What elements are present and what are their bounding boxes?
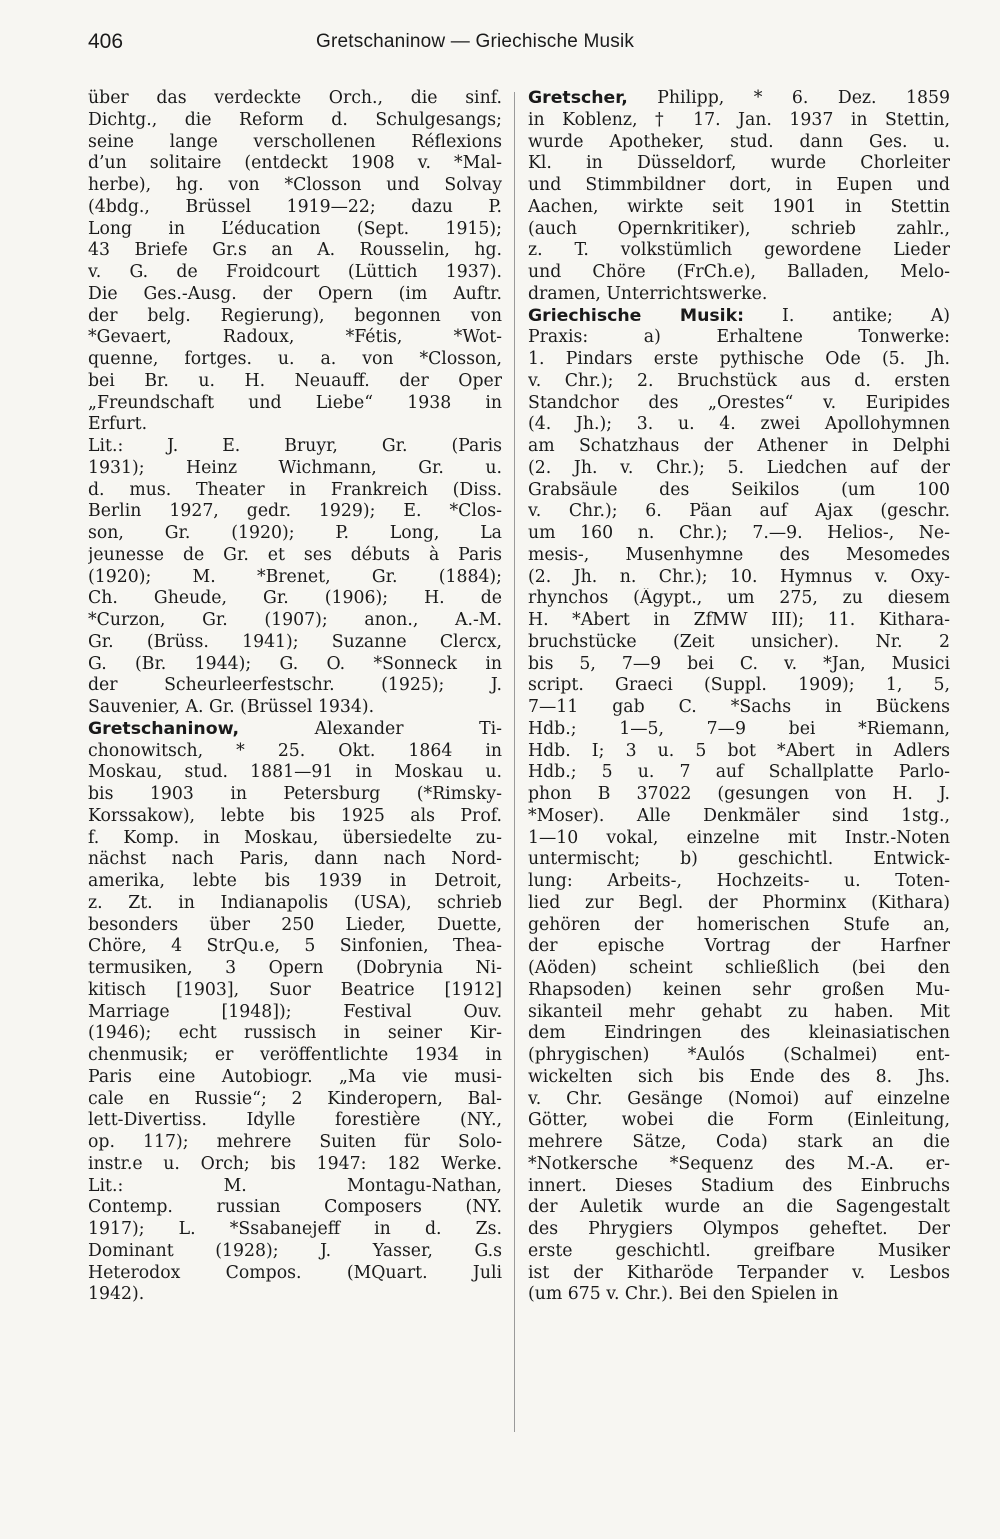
right-column-line: (Aöden) scheint schließlich (bei den <box>528 958 950 978</box>
left-column-line: 1917); L. *Ssabanejeff in d. Zs. <box>88 1219 502 1239</box>
right-column-line: v. Chr. Gesänge (Nomoi) auf einzelne <box>528 1088 950 1109</box>
left-column-line: 43 Briefe Gr.s an A. Rousselin, hg. <box>88 240 502 261</box>
right-column-line: (2. Jh. v. Chr.); 5. Liedchen auf der <box>528 457 950 478</box>
right-column-line: und Stimmbildner dort, in Eupen und <box>528 175 950 195</box>
right-column-line: mesis-, Musenhymne des Mesomedes <box>528 544 950 565</box>
left-column-line: besonders über 250 Lieder, Duette, <box>88 914 502 935</box>
left-column-line: amerika, lebte bis 1939 in Detroit, <box>88 871 502 891</box>
right-column-line: um 160 n. Chr.); 7.—9. Helios-, Ne- <box>528 523 950 543</box>
right-column-line: mehrere Sätze, Coda) stark an die <box>528 1132 950 1152</box>
right-column <box>528 88 950 1306</box>
left-column-line: Long in L’éducation (Sept. 1915); <box>88 218 502 239</box>
left-column-line: termusiken, 3 Opern (Dobrynia Ni- <box>88 958 502 978</box>
right-column-line: *Moser). Alle Denkmäler sind 1stg., <box>528 805 950 826</box>
left-column-line: Lit.: M. Montagu-Nathan, <box>88 1175 502 1196</box>
right-column-line: Praxis: a) Erhaltene Tonwerke: <box>528 327 950 348</box>
left-column-line: d. mus. Theater in Frankreich (Diss. <box>88 479 502 500</box>
left-column-line: Erfurt. <box>88 414 148 435</box>
left-column-line: der Scheurleerfestschr. (1925); J. <box>88 675 502 696</box>
left-column-line: Dominant (1928); J. Yasser, G.s <box>88 1240 502 1261</box>
right-column-line: in Koblenz, † 17. Jan. 1937 in Stettin, <box>528 109 950 130</box>
left-column-line: Marriage [1948]); Festival Ouv. <box>88 1001 502 1022</box>
left-column-line: über das verdeckte Orch., die sinf. <box>88 88 502 108</box>
left-column-line: z. Zt. in Indianapolis (USA), schrieb <box>88 892 502 913</box>
left-column-line: (1920); M. *Brenet, Gr. (1884); <box>88 566 502 587</box>
left-column-line: bis 1903 in Petersburg (*Rimsky- <box>88 784 502 804</box>
right-column-line: v. Chr.); 2. Bruchstück aus d. ersten <box>528 370 950 391</box>
right-column-line: H. *Abert in ZfMW III); 11. Kithara- <box>528 610 950 630</box>
left-column-line: Lit.: J. E. Bruyr, Gr. (Paris <box>88 436 502 456</box>
right-column-line: innert. Dieses Stadium des Einbruchs <box>528 1175 950 1196</box>
left-column-line: son, Gr. (1920); P. Long, La <box>88 523 502 543</box>
right-column-line: v. Chr.); 6. Päan auf Ajax (geschr. <box>528 501 950 522</box>
left-column-line: op. 117); mehrere Suiten für Solo- <box>88 1132 502 1152</box>
entry-headword: Griechische Musik: <box>528 305 745 326</box>
left-column-line: G. (Br. 1944); G. O. *Sonneck in <box>88 653 502 674</box>
right-column-line: Grabsäule des Seikilos (um 100 <box>528 479 950 500</box>
left-column-line: Gr. (Brüss. 1941); Suzanne Clercx, <box>88 631 502 652</box>
left-column-line: 1942). <box>88 1284 145 1305</box>
left-column-line: (1946); echt russisch in seiner Kir- <box>88 1023 502 1044</box>
right-column-line: script. Graeci (Suppl. 1909); 1, 5, <box>528 675 950 696</box>
left-column-line: chonowitsch, * 25. Okt. 1864 in <box>88 740 502 761</box>
entry-headword: Gretscher, <box>528 88 628 108</box>
left-column-line: Korssakow), lebte bis 1925 als Prof. <box>88 805 502 826</box>
right-column-line: Rhapsoden) keinen sehr großen Mu- <box>528 979 950 1000</box>
right-column-line: dem Eindringen des kleinasiatischen <box>528 1023 950 1044</box>
running-title: Gretschaninow — Griechische Musik <box>316 31 635 52</box>
left-column-line: lett-Divertiss. Idylle forestière (NY., <box>88 1110 502 1131</box>
right-column-line: Hdb. I; 3 u. 5 bot *Abert in Adlers <box>528 740 950 761</box>
right-column-line: (phrygischen) *Aulós (Schalmei) ent- <box>528 1045 950 1065</box>
right-column-line: lied zur Begl. der Phorminx (Kithara) <box>528 892 950 913</box>
left-column-line: instr.e u. Orch; bis 1947: 182 Werke. <box>88 1153 502 1174</box>
left-column-line: seine lange verschollenen Réflexions <box>88 131 502 152</box>
right-column-line: wurde Apotheker, stud. dann Ges. u. <box>528 131 950 152</box>
left-column-line: Berlin 1927, gedr. 1929); E. *Clos- <box>88 501 502 522</box>
right-column-line: Standchor des „Orestes“ v. Euripides <box>528 392 950 413</box>
left-column-line: cale en Russie“; 2 Kinderopern, Bal- <box>88 1088 502 1109</box>
left-column-line: Ch. Gheude, Gr. (1906); H. de <box>88 588 502 609</box>
right-column-line: dramen, Unterrichtswerke. <box>528 283 768 304</box>
right-column-line: bruchstücke (Zeit unsicher). Nr. 2 <box>528 631 950 652</box>
right-column-line: sikanteil mehr gehabt zu haben. Mit <box>528 1001 950 1022</box>
right-column-line: am Schatzhaus der Athener in Delphi <box>528 436 950 456</box>
right-column-line: Hdb.; 5 u. 7 auf Schallplatte Parlo- <box>528 762 950 783</box>
right-column-line: phon B 37022 (gesungen von H. J. <box>528 784 950 804</box>
left-column-line: *Gevaert, Radoux, *Fétis, *Wot- <box>88 327 502 348</box>
right-column-line: lung: Arbeits-, Hochzeits- u. Toten- <box>528 871 950 891</box>
right-column-line: (2. Jh. n. Chr.); 10. Hymnus v. Oxy- <box>528 566 950 587</box>
right-column-line: ist der Kitharöde Terpander v. Lesbos <box>528 1262 950 1283</box>
right-column-line: 1. Pindars erste pythische Ode (5. Jh. <box>528 349 950 369</box>
right-column-line: erste geschichtl. greifbare Musiker <box>528 1240 950 1261</box>
left-column-line: jeunesse de Gr. et ses débuts à Paris <box>88 544 502 565</box>
right-column-line: der epische Vortrag der Harfner <box>528 936 950 957</box>
right-column-line: Aachen, wirkte seit 1901 in Stettin <box>528 196 950 217</box>
right-column-line: Kl. in Düsseldorf, wurde Chorleiter <box>528 153 950 174</box>
right-column-line: des Phrygiers Olympos geheftet. Der <box>528 1219 950 1239</box>
right-column-line: Gretscher, Philipp, * 6. Dez. 1859 <box>528 88 950 108</box>
left-column <box>88 88 502 1306</box>
right-column-line: Hdb.; 1—5, 7—9 bei *Riemann, <box>528 718 950 739</box>
left-column-line: (4bdg., Brüssel 1919—22; dazu P. <box>88 196 502 217</box>
right-column-line: Götter, wobei die Form (Einleitung, <box>528 1110 950 1131</box>
left-column-line: chenmusik; er veröffentlichte 1934 in <box>88 1045 502 1065</box>
right-column-line: 1—10 vokal, einzelne mit Instr.-Noten <box>528 827 950 848</box>
right-column-line: (4. Jh.); 3. u. 4. zwei Apollohymnen <box>528 414 950 435</box>
left-column-line: *Curzon, Gr. (1907); anon., A.-M. <box>88 610 502 630</box>
right-column-line: der Auletik wurde an die Sagengestalt <box>528 1197 950 1218</box>
left-column-line: Dichtg., die Reform d. Schulgesangs; <box>88 109 502 130</box>
left-column-line: Heterodox Compos. (MQuart. Juli <box>88 1262 502 1283</box>
left-column-line: Sauvenier, A. Gr. (Brüssel 1934). <box>88 697 375 717</box>
left-column-line: d’un solitaire (entdeckt 1908 v. *Mal- <box>88 153 502 174</box>
page-number: 406 <box>88 30 124 53</box>
left-column-line: f. Komp. in Moskau, übersiedelte zu- <box>88 827 502 848</box>
left-column-line: Contemp. russian Composers (NY. <box>88 1197 502 1218</box>
left-column-line: Gretschaninow, Alexander Ti- <box>88 718 502 739</box>
right-column-line: bis 5, 7—9 bei C. v. *Jan, Musici <box>528 653 950 674</box>
right-column-line: wickelten sich bis Ende des 8. Jhs. <box>528 1066 950 1087</box>
entry-headword: Gretschaninow, <box>88 718 240 739</box>
left-column-line: Die Ges.-Ausg. der Opern (im Auftr. <box>88 283 502 304</box>
right-column-line: z. T. volkstümlich gewordene Lieder <box>528 240 950 261</box>
right-column-line: untermischt; b) geschichtl. Entwick- <box>528 849 950 870</box>
left-column-line: „Freundschaft und Liebe“ 1938 in <box>88 392 502 413</box>
column-divider <box>514 92 515 1432</box>
left-column-line: bei Br. u. H. Neuauff. der Oper <box>88 370 502 391</box>
right-column-line: *Notkersche *Sequenz des M.-A. er- <box>528 1153 950 1174</box>
right-column-line: und Chöre (FrCh.e), Balladen, Melo- <box>528 262 950 282</box>
left-column-line: v. G. de Froidcourt (Lüttich 1937). <box>88 262 502 282</box>
right-column-line: rhynchos (Ägypt., um 275, zu diesem <box>528 588 950 609</box>
right-column-line: Griechische Musik: I. antike; A) <box>528 305 950 326</box>
left-column-line: Moskau, stud. 1881—91 in Moskau u. <box>88 762 502 783</box>
left-column-line: nächst nach Paris, dann nach Nord- <box>88 849 502 870</box>
left-column-line: Paris eine Autobiogr. „Ma vie musi- <box>88 1066 502 1087</box>
right-column-line: 7—11 gab C. *Sachs in Bückens <box>528 697 950 717</box>
right-column-line: (auch Opernkritiker), schrieb zahlr., <box>528 218 950 239</box>
right-column-line: gehören der homerischen Stufe an, <box>528 914 950 935</box>
left-column-line: herbe), hg. von *Closson und Solvay <box>88 175 502 195</box>
left-column-line: 1931); Heinz Wichmann, Gr. u. <box>88 457 502 478</box>
left-column-line: Chöre, 4 StrQu.e, 5 Sinfonien, Thea- <box>88 936 502 957</box>
page-header <box>88 30 950 60</box>
right-column-line: (um 675 v. Chr.). Bei den Spielen in <box>528 1284 839 1305</box>
left-column-line: kitisch [1903], Suor Beatrice [1912] <box>88 979 502 1000</box>
left-column-line: quenne, fortges. u. a. von *Closson, <box>88 349 502 369</box>
left-column-line: der belg. Regierung), begonnen von <box>88 305 502 326</box>
